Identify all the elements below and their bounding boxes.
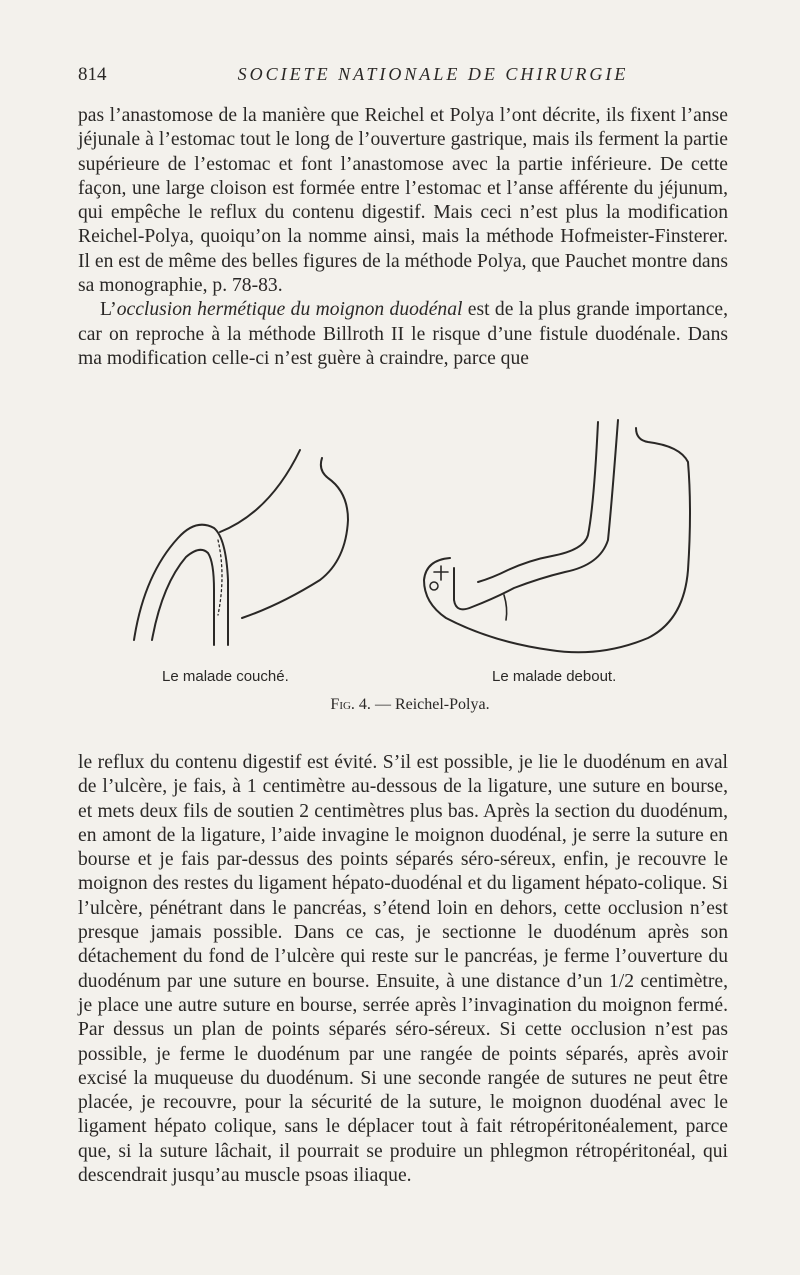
paragraph-prefix: L’ [100, 299, 117, 321]
anatomical-drawings [100, 400, 720, 700]
paragraph-continuation: pas l’anastomose de la manière que Reichel et Polya l’ont décrite, ils fixent l’anse jéjunale à l’estomac tout le long de l’ouverture gastrique, mais ils ferment la partie supérieure de l’estomac et font l’anastomose avec la partie inférieure. De cette façon, une large cloison est formée entre l’estomac et l’anse afférente du jéjunum, qui empêche le reflux du contenu digestif. Mais ceci n’est plus la modification Reichel-Polya, quoiqu’on la nomme ainsi, mais la méthode Hofmeister-Finsterer. Il en est de même des belles figures de la méthode Polya, que Pauchet montre dans sa monographie, p. 78-83. [78, 105, 728, 297]
emphasis-phrase: occlusion hermétique du moignon duodénal [116, 299, 463, 321]
running-title: SOCIETE NATIONALE DE CHIRURGIE [237, 64, 629, 84]
figure-reichel-polya [100, 400, 720, 730]
drawing-lying [134, 450, 348, 645]
paragraph-occlusion [78, 298, 728, 371]
figure-caption-text: — Reichel-Polya. [370, 696, 490, 713]
figure-number: Fig. 4. [330, 696, 371, 713]
page-header [78, 60, 728, 90]
paragraph-rest: est de la plus grande importance, car on reproche à la méthode Billroth II le risque d’une fistule duodénale. Dans ma modification celle-ci n’est guère à craindre, parce que [78, 299, 728, 369]
figure-label-standing: Le malade debout. [492, 668, 617, 685]
drawing-standing [424, 420, 690, 652]
text-block-top [78, 104, 728, 371]
figure-label-lying: Le malade couché. [162, 668, 289, 685]
text-block-bottom [78, 751, 728, 1188]
paragraph-technique: le reflux du contenu digestif est évité. S’il est possible, je lie le duodénum en aval de l’ulcère, je fais, à 1 centimètre au-dessous de la ligature, une suture en bourse, et mets deux fils de soutien 2 centimètres plus bas. Après la section du duodénum, en amont de la ligature, l’aide invagine le moignon duodénal, je serre la suture en bourse et je fais par-dessus des points séparés séro-séreux, enfin, je recouvre le moignon des restes du ligament hépato-duodénal et du ligament hépato-colique. Si l’ulcère, pénétrant dans le pancréas, s’étend loin en dehors, cette occlusion n’est presque jamais possible. Dans ce cas, je sectionne le duodénum après son détachement du fond de l’ulcère qui reste sur le pancréas, je ferme l’ouverture du duodénum par une suture en bourse. Ensuite, à une distance d’un 1/2 centimètre, je place une autre suture en bourse, serrée après l’invagination du moignon fermé. Par dessus un plan de points séparés séro-séreux. Si cette occlusion n’est pas possible, je ferme le duodénum par une rangée de points séparés, après avoir excisé la muqueuse du duodénum. Si une seconde rangée de sutures ne peut être placée, je recouvre, pour la sécurité de la suture, le moignon duodénal avec le ligament hépato colique, sans le déplacer tout à fait rétropéritonéalement, parce que, si la suture lâchait, il pourrait se produire un phlegmon rétropéritonéal, qui descendrait jusqu’au muscle psoas iliaque. [78, 752, 728, 1187]
figure-caption [100, 696, 720, 714]
page-number: 814 [78, 64, 107, 85]
